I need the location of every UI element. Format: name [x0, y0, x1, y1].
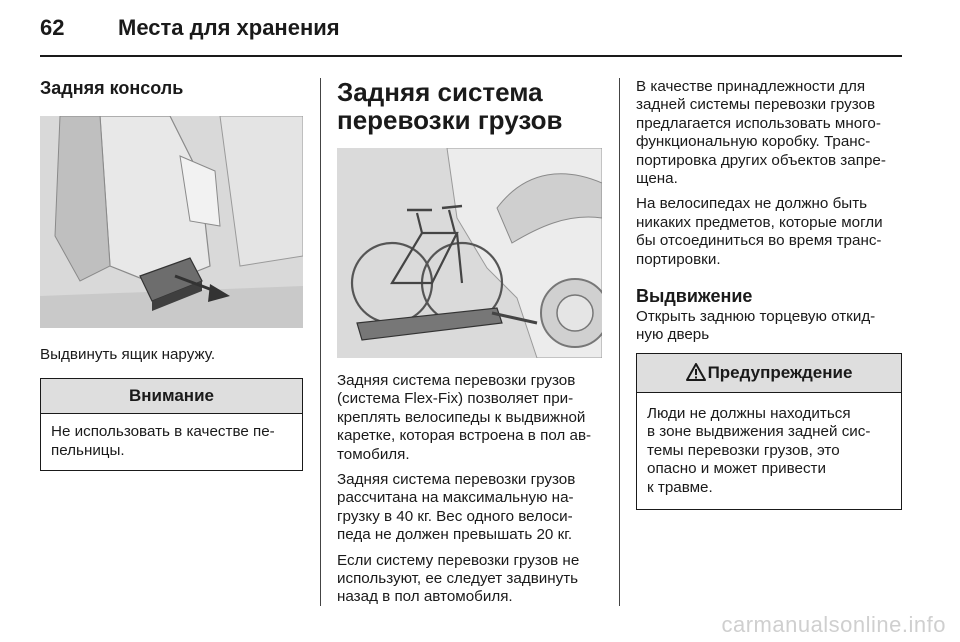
carrier-title-line: перевозки грузов — [337, 105, 563, 135]
bicycle-carrier-illustration — [337, 148, 602, 358]
text-line: никаких предметов, которые могли — [636, 213, 883, 231]
notice-box — [40, 378, 303, 471]
text-line: каретке, которая встроена в пол ав- — [337, 427, 592, 445]
text-line: бы отсоединиться во время транс- — [636, 232, 882, 250]
text-line: задней системы перевозки грузов — [636, 96, 876, 114]
column-rear-console — [40, 78, 303, 471]
column-accessories — [636, 78, 902, 510]
column-divider — [320, 78, 321, 606]
text-line: опасно и может привести — [647, 460, 826, 478]
text-line: портировки. — [636, 250, 721, 268]
warning-triangle-icon — [686, 357, 706, 395]
text-line: (система Flex-Fix) позволяет при- — [337, 390, 574, 408]
text-line: Задняя система перевозки грузов — [337, 372, 576, 389]
drawer-illustration — [40, 116, 303, 328]
rear-console-caption: Выдвинуть ящик наружу. — [40, 346, 216, 363]
carrier-paragraph-1 — [337, 372, 602, 464]
text-line: темы перевозки грузов, это — [647, 441, 840, 459]
header-rule — [40, 55, 902, 57]
text-line: В качестве принадлежности для — [636, 78, 866, 95]
text-line: назад в пол автомобиля. — [337, 588, 513, 606]
carrier-title — [337, 78, 602, 134]
text-line: томобиля. — [337, 445, 410, 463]
text-line: педа не должен превышать 20 кг. — [337, 526, 573, 544]
text-line: к травме. — [647, 478, 713, 496]
warning-body — [637, 393, 901, 509]
warning-title: Предупреждение — [707, 362, 853, 382]
bicycle-paragraph — [636, 195, 902, 269]
notice-title: Внимание — [41, 379, 302, 414]
text-line: предлагается использовать много- — [636, 114, 881, 132]
carrier-paragraph-3 — [337, 552, 602, 607]
text-line: Если систему перевозки грузов не — [337, 551, 580, 569]
text-line: функциональную коробку. Транс- — [636, 133, 871, 151]
text-line: щена. — [636, 170, 678, 188]
text-line: ную дверь — [636, 326, 710, 344]
rear-console-title: Задняя консоль — [40, 78, 184, 98]
extend-text — [636, 308, 902, 345]
carrier-paragraph-2 — [337, 471, 602, 545]
text-line: грузку в 40 кг. Вес одного велоси- — [337, 507, 573, 525]
rear-console-illustration — [40, 116, 303, 328]
accessory-paragraph — [636, 78, 902, 188]
text-line: На велосипедах не должно быть — [636, 195, 868, 213]
warning-header — [637, 354, 901, 393]
carrier-illustration — [337, 148, 602, 358]
text-line: портировка других объектов запре- — [636, 151, 886, 169]
watermark: carmanualsonline.info — [721, 612, 946, 637]
column-rear-carrier — [337, 78, 602, 607]
carrier-title-line: Задняя система — [337, 77, 543, 107]
page-number: 62 — [40, 15, 65, 40]
text-line: Открыть заднюю торцевую откид- — [636, 308, 876, 326]
text-line: Люди не должны находиться — [647, 404, 851, 422]
notice-line: Не использовать в качестве пе- — [51, 423, 275, 441]
text-line: креплять велосипеды к выдвижной — [337, 408, 586, 426]
extend-title: Выдвижение — [636, 286, 753, 307]
notice-line: пельницы. — [51, 441, 125, 459]
text-line: в зоне выдвижения задней сис- — [647, 423, 871, 441]
warning-box — [636, 353, 902, 510]
text-line: используют, ее следует задвинуть — [337, 570, 579, 588]
running-title: Места для хранения — [118, 15, 340, 40]
column-divider — [619, 78, 620, 606]
text-line: Задняя система перевозки грузов — [337, 471, 576, 489]
text-line: рассчитана на максимальную на- — [337, 489, 574, 507]
notice-body — [41, 414, 302, 470]
